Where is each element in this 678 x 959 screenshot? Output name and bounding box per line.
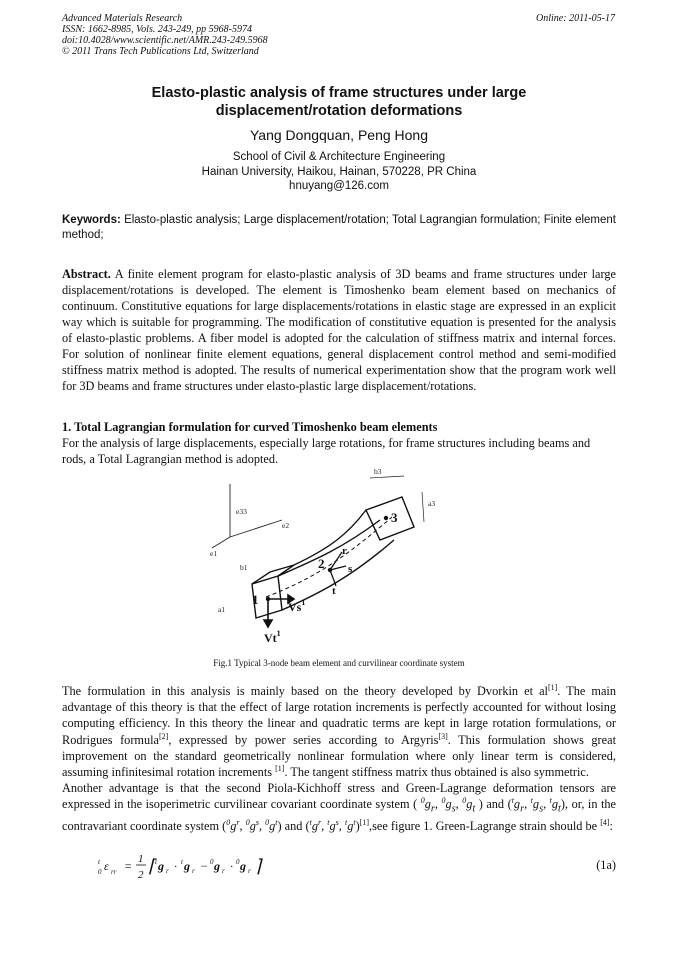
label-node-2: 2 <box>318 556 325 571</box>
abstract-label: Abstract. <box>62 267 111 281</box>
authors: Yang Dongquan, Peng Hong <box>250 127 428 143</box>
svg-text:0: 0 <box>98 868 102 876</box>
section-1-heading: 1. Total Lagrangian formulation for curved Timoshenko beam elements <box>62 420 438 434</box>
equation-label: (1a) <box>596 858 616 872</box>
beam-side-edge-upper <box>278 520 380 576</box>
label-t: t <box>332 585 336 597</box>
svg-text:g: g <box>240 859 246 873</box>
svg-text:rr: rr <box>111 868 117 876</box>
label-r: r <box>342 545 347 557</box>
dim-a3 <box>422 492 424 522</box>
body-text <box>62 683 616 834</box>
svg-text:2: 2 <box>138 869 144 881</box>
svg-text:=: = <box>124 859 133 873</box>
journal-name: Advanced Materials Research <box>62 13 183 24</box>
label-node-1: 1 <box>252 592 259 607</box>
abstract <box>62 266 616 394</box>
affiliation-line-1: School of Civil & Architecture Engineering <box>232 151 446 163</box>
citation-2[interactable]: [2] <box>159 731 169 741</box>
paper-title <box>62 84 616 120</box>
paragraph-formulation: The formulation in this analysis is mainly based on the theory developed by Dvorkin et al[1]. The main advantage of this theory is that the effect of large rotation increments is perfectly accounted for without losing computing efficiency. In this theory the linear and quadratic terms are kept in large rotation formulations, or Rodrigues formula[2], expressed by power series according to Argyris[3]. This formulation shows great improvement on the standard geometrically nonlinear formulation where only linear term is considered, assuming infinitesimal rotation increments [1]. The tangent stiffness matrix thus obtained is also symmetric. <box>62 683 616 780</box>
svg-text:⌈: ⌈ <box>148 856 156 876</box>
svg-text:0: 0 <box>210 858 214 866</box>
svg-text:g: g <box>158 859 164 873</box>
svg-text:0: 0 <box>236 858 240 866</box>
svg-text:ε: ε <box>104 859 109 873</box>
svg-text:r: r <box>248 867 251 875</box>
label-node-3: 3 <box>391 510 398 525</box>
equation-1a <box>62 852 616 880</box>
label-vs: Vs$^1$ <box>288 598 306 614</box>
section-1 <box>62 419 616 467</box>
end-face-1-top <box>252 565 294 584</box>
svg-text:r: r <box>192 867 195 875</box>
svg-text:−: − <box>200 859 209 873</box>
label-s: s <box>348 563 353 575</box>
citation-1[interactable]: [1] <box>547 683 558 692</box>
copyright: © 2011 Trans Tech Publications Ltd, Switzerland <box>62 46 259 57</box>
keywords-label: Keywords: <box>62 214 121 226</box>
svg-text:t: t <box>181 858 183 866</box>
svg-text:r: r <box>222 867 225 875</box>
keywords <box>62 213 616 243</box>
citation-1c[interactable]: [1] <box>359 818 370 828</box>
figure-caption: Fig.1 Typical 3-node beam element and curvilinear coordinate system <box>213 658 465 668</box>
svg-text:·: · <box>174 859 177 873</box>
label-a1: a1 <box>218 605 226 614</box>
title-line-2: displacement/rotation deformations <box>215 103 463 119</box>
label-e1: e1 <box>210 549 218 558</box>
node-3-point <box>384 516 388 520</box>
citation-3[interactable]: [3] <box>438 731 448 741</box>
affiliation <box>62 150 616 194</box>
label-vt: Vt$^1$ <box>264 629 281 645</box>
svg-text:g: g <box>184 859 190 873</box>
svg-text:⌉: ⌉ <box>254 856 262 876</box>
online-date: Online: 2011-05-17 <box>536 13 615 24</box>
keywords-text: Elasto-plastic analysis; Large displacement/rotation; Total Lagrangian formulation; Finite element method; <box>62 214 616 241</box>
label-b1: b1 <box>240 563 248 572</box>
journal-header <box>62 13 268 57</box>
svg-text:r: r <box>166 867 169 875</box>
svg-text:t: t <box>155 858 157 866</box>
svg-text:·: · <box>230 859 233 873</box>
title-line-1: Elasto-plastic analysis of frame structures under large <box>151 85 527 101</box>
axis-e1 <box>212 537 230 548</box>
doi: doi:10.4028/www.scientific.net/AMR.243-249.5968 <box>62 35 268 46</box>
abstract-text: A finite element program for elasto-plastic analysis of 3D beams and frame structures under large displacement/rotations is developed. The element is Timoshenko beam element based on mechanics of continuum. Constitutive equations for large displacements/rotations in elastic stage are expressed in an explicit way which is suitable for programming. The modification of constitutive equation is presented for the analysis of elasto-plastic problems. A fiber model is adopted for the calculation of stiffness matrix and internal forces. For solution of nonlinear finite element equations, general displacement control method and semi-modified stiffness matrix method is adopted. The results of numerical experimentation show that the program work well for 3D beams and frame structures under elasto-plastic large displacement/rotations. <box>62 267 616 393</box>
issn: ISSN: 1662-8985, Vols. 243-249, pp 5968-5974 <box>62 24 252 35</box>
label-e33: e33 <box>236 507 247 516</box>
affiliation-line-2: Hainan University, Haikou, Hainan, 570228, PR China <box>201 165 477 178</box>
paragraph-advantage: Another advantage is that the second Piola-Kichhoff stress and Green-Lagrange deformation tensors are expressed in the isoperimetric curvilinear covariant coordinate system ( $^0g_r$, $^0g_s$, $^0g_t$ ) and ($^tg_r$, $^tg_s$, $^tg_t$), or, in the contravariant coordinate system ($^0g^r$, $^0g^s$, $^0g^t$) and ($^tg^r$, $^tg^s$, $^tg^t)[1],see$ figure 1. Green-Lagrange strain should be [4]: <box>62 781 617 834</box>
label-b3: b3 <box>374 467 382 476</box>
label-e2: e2 <box>282 521 290 530</box>
equation-1a-expression <box>98 852 334 882</box>
label-a3: a3 <box>428 499 436 508</box>
citation-1b[interactable]: [1] <box>275 764 285 774</box>
figure-beam-element <box>190 462 470 654</box>
vector-vt-arrowhead <box>264 620 272 627</box>
dim-b3 <box>370 476 404 478</box>
citation-4[interactable]: [4] <box>600 818 610 828</box>
section-1-text: For the analysis of large displacements, especially large rotations, for frame structures including beams and rods, a Total Lagrangian method is adopted. <box>62 436 591 466</box>
local-axis-t <box>330 570 336 586</box>
svg-text:1: 1 <box>138 853 144 865</box>
author-email: hnuyang@126.com <box>289 180 389 192</box>
axis-e2 <box>230 520 282 537</box>
svg-text:t: t <box>98 858 100 866</box>
svg-text:g: g <box>214 859 220 873</box>
